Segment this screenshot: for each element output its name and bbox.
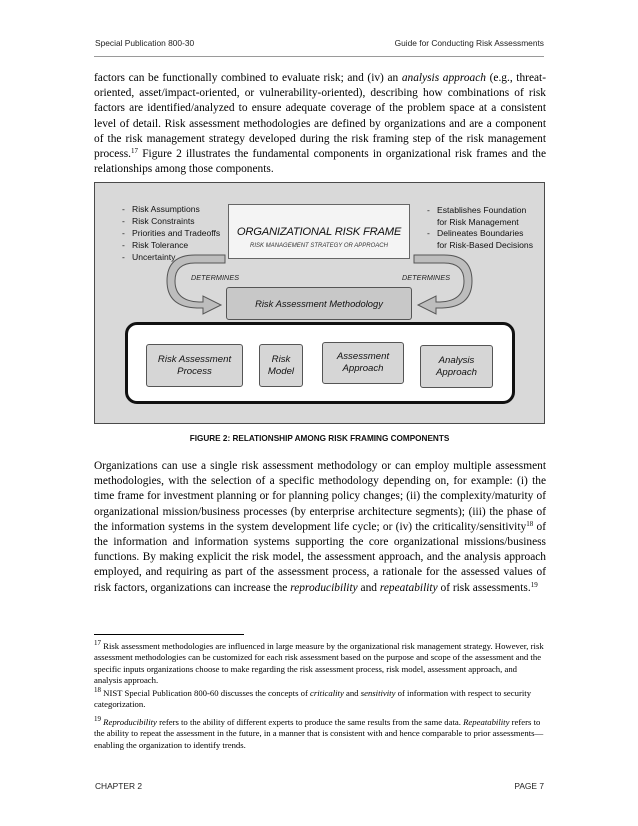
- footnote-ref-18[interactable]: 18: [526, 519, 534, 528]
- paragraph-2: Organizations can use a single risk assessment methodology or can employ multiple assessment methodologies, with the selection of a specific methodology depending on, for example: (i) the time frame for investment planning or for planning policy changes; (ii) the complexity/maturity of organizational mission/business processes (by enterprise architecture segments); (iii) the phase of the information systems in the system development life cycle; or (iv) the criticality/sensitivity$^{18}$ of the information and information systems supporting the core organizational missions/business functions. By making explicit the risk model, the assessment approach, and the analysis approach employed, and requiring as part of the assessment process, a rationale for the assessed values of risk factors, organizations can increase the reproducibility and repeatability of risk assessments.$^{19}$: [94, 460, 546, 594]
- frame-title: ORGANIZATIONAL RISK FRAME: [236, 226, 402, 238]
- organizational-risk-frame-box: [228, 204, 410, 259]
- methodology-box: Risk Assessment Methodology: [226, 287, 412, 320]
- figure-2-diagram: [94, 182, 545, 424]
- footer-chapter: CHAPTER 2: [95, 781, 143, 791]
- footnote-ref-19[interactable]: 19: [530, 580, 538, 589]
- list-item: - Priorities and Tradeoffs: [122, 228, 220, 240]
- list-item: - Risk Tolerance: [122, 240, 220, 252]
- header-title: Guide for Conducting Risk Assessments: [394, 38, 544, 48]
- footer-page-number: PAGE 7: [514, 781, 544, 791]
- risk-frame-inputs-list: [122, 204, 220, 264]
- list-item-continuation: for Risk Management: [437, 216, 519, 227]
- risk-frame-outcomes-list: [427, 205, 533, 251]
- header-divider: [94, 56, 544, 57]
- list-item-continuation: for Risk-Based Decisions: [437, 239, 533, 250]
- list-item: - Establishes Foundation: [427, 205, 533, 217]
- frame-subtitle: RISK MANAGEMENT STRATEGY OR APPROACH: [250, 243, 388, 249]
- footnote-ref-17[interactable]: 17: [131, 147, 139, 156]
- footnote-divider: [94, 634, 244, 635]
- header-publication: Special Publication 800-30: [95, 38, 195, 48]
- component-risk-model: Risk Model: [259, 344, 303, 387]
- paragraph-1: factors can be functionally combined to evaluate risk; and (iv) an analysis approach (e.g., threat-oriented, asset/impact-oriented, or vulnerability-oriented), describing how combinations of risk factors are identified/analyzed to ensure adequate coverage of the problem space at a consistent level of detail. Risk assessment methodologies are defined by organizations and are a component of the risk management strategy developed during the risk framing step of the risk management process.$^{17}$ Figure 2 illustrates the fundamental components in organizational risk frames and the relationships among those components.: [94, 72, 547, 176]
- footnote-17: $^{17}$ Risk assessment methodologies are influenced in large measure by the organizational risk management strategy. However, risk assessment methodologies can be customized for each risk assessment based on the purpose and scope of the assessment and the specific inputs organizations choose to make regarding the risk assessment process, risk model, assessment approach, and analysis approach.: [94, 639, 544, 686]
- determines-arrow-right: [414, 255, 472, 314]
- determines-label-right: DETERMINES: [402, 273, 451, 282]
- footnote-18: $^{18}$ NIST Special Publication 800-60 discusses the concepts of criticality and sensitivity of information with respect to security categorization.: [94, 686, 532, 710]
- component-analysis-approach: Analysis Approach: [420, 345, 493, 388]
- list-item: - Delineates Boundaries: [427, 228, 533, 240]
- component-assessment-approach: Assessment Approach: [322, 342, 404, 384]
- list-item: - Risk Constraints: [122, 216, 220, 228]
- determines-arrow-left: [167, 255, 225, 314]
- list-item: - Uncertainty: [122, 252, 220, 264]
- methodology-components-container: [125, 322, 515, 404]
- figure-caption: FIGURE 2: RELATIONSHIP AMONG RISK FRAMING COMPONENTS: [189, 434, 450, 443]
- component-risk-assessment-process: Risk Assessment Process: [146, 344, 243, 387]
- determines-label-left: DETERMINES: [191, 273, 240, 282]
- footnote-19: $^{19}$ Reproducibility refers to the ability of different experts to produce the same results from the same data. Repeatability refers to the ability to repeat the assessment in the future, in a manner that is consistent with and hence comparable to prior assessments—enabling the organization to identify trends.: [94, 715, 544, 750]
- list-item: - Risk Assumptions: [122, 204, 220, 216]
